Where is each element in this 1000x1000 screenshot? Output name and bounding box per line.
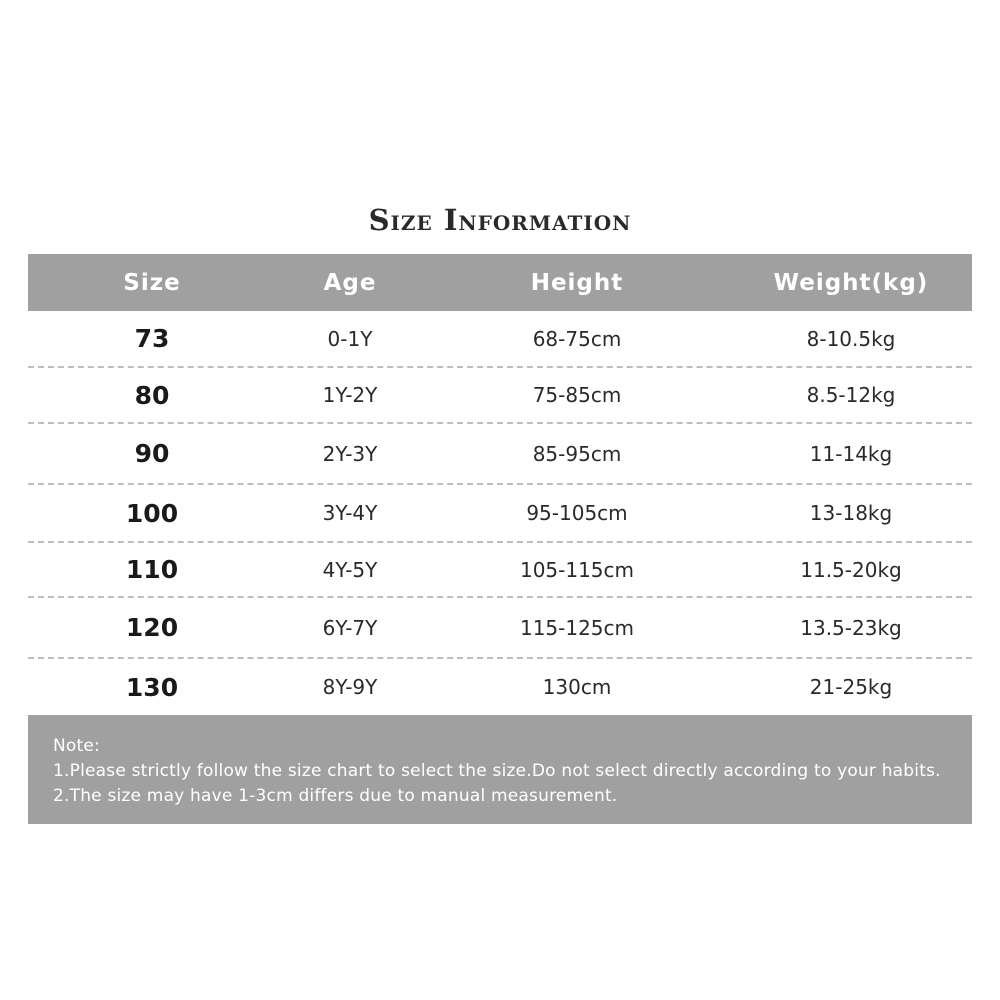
age-cell: 4Y-5Y xyxy=(322,557,378,582)
height-cell: 105-115cm xyxy=(519,557,635,582)
age-cell: 2Y-3Y xyxy=(322,441,378,466)
height-cell: 130cm xyxy=(542,675,612,699)
size-cell: 130 xyxy=(125,672,179,702)
page-title: Size Information xyxy=(368,203,632,237)
age-cell: 0-1Y xyxy=(327,326,373,351)
header-size: Size xyxy=(123,269,181,296)
weight-cell: 13-18kg xyxy=(809,501,893,525)
table-row xyxy=(28,598,972,659)
age-cell: 6Y-7Y xyxy=(322,615,378,640)
weight-cell: 21-25kg xyxy=(809,675,893,699)
age-cell: 8Y-9Y xyxy=(322,675,378,699)
table-row xyxy=(28,485,972,543)
age-cell: 3Y-4Y xyxy=(322,501,378,525)
height-cell: 85-95cm xyxy=(532,441,622,466)
height-cell: 115-125cm xyxy=(519,615,635,640)
header-age: Age xyxy=(323,269,377,296)
size-cell: 120 xyxy=(125,613,179,642)
weight-cell: 8.5-12kg xyxy=(806,383,896,407)
height-cell: 68-75cm xyxy=(532,326,622,351)
header-weight: Weight(kg) xyxy=(773,269,929,296)
height-cell: 95-105cm xyxy=(526,501,628,525)
size-cell: 90 xyxy=(134,439,170,468)
weight-cell: 11-14kg xyxy=(809,441,893,466)
table-header xyxy=(28,254,972,311)
size-table xyxy=(28,254,972,715)
table-row xyxy=(28,368,972,424)
note-box xyxy=(28,715,972,824)
table-row xyxy=(28,543,972,598)
weight-cell: 11.5-20kg xyxy=(800,557,902,582)
table-row xyxy=(28,311,972,368)
size-cell: 100 xyxy=(125,498,179,528)
note-line-1: 1.Please strictly follow the size chart to select the size.Do not select directly according to your habits. xyxy=(53,761,941,781)
header-height: Height xyxy=(530,269,624,296)
height-cell: 75-85cm xyxy=(532,383,622,407)
age-cell: 1Y-2Y xyxy=(322,383,378,407)
weight-cell: 8-10.5kg xyxy=(806,326,896,351)
size-cell: 80 xyxy=(134,380,170,410)
size-cell: 110 xyxy=(125,555,179,584)
note-line-2: 2.The size may have 1-3cm differs due to manual measurement. xyxy=(53,786,618,806)
table-row xyxy=(28,424,972,485)
size-cell: 73 xyxy=(134,324,170,353)
note-label: Note: xyxy=(53,736,100,756)
weight-cell: 13.5-23kg xyxy=(800,615,902,640)
table-row xyxy=(28,659,972,715)
